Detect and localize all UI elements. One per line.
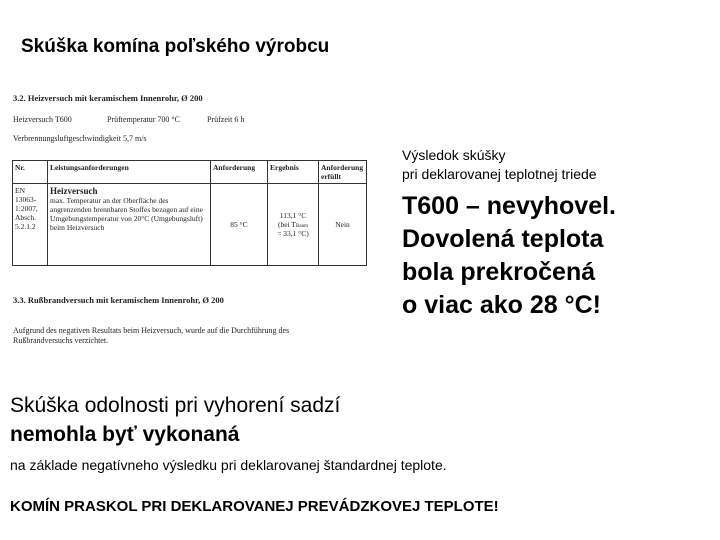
result-line-2: Dovolená teplota bbox=[402, 225, 604, 253]
result-room-subscript: Raum bbox=[296, 224, 308, 229]
header-requirements: Leistungsanforderungen bbox=[48, 161, 211, 184]
result-line-3: bola prekročená bbox=[402, 258, 596, 286]
page-title: Skúška komína poľského výrobcu bbox=[21, 36, 330, 57]
table-header-row bbox=[13, 161, 367, 184]
cell-description bbox=[48, 184, 211, 266]
result-intro-1: Výsledok skúšky bbox=[402, 147, 506, 163]
header-fulfilled: Anforderung erfüllt bbox=[319, 161, 367, 184]
row-title: Heizversuch bbox=[50, 186, 98, 196]
test-temperature: Prüftemperatur 700 °C bbox=[107, 115, 180, 124]
section-3-3-text-1: Aufgrund des negativen Resultats beim Heizversuch, wurde auf die Durchführung des bbox=[13, 326, 290, 335]
header-nr: Nr. bbox=[13, 161, 48, 184]
result-room-value: = 33,1 °C) bbox=[277, 229, 309, 238]
requirements-table bbox=[12, 160, 367, 266]
soot-test-not-performed: nemohla byť vykonaná bbox=[10, 423, 240, 446]
result-value: 113,1 °C bbox=[279, 211, 307, 220]
result-intro bbox=[402, 146, 597, 184]
cell-norm: EN 13063-1:2007, Absch. 5.2.1.2 bbox=[13, 184, 48, 266]
cell-result bbox=[268, 184, 319, 266]
scanned-test-report bbox=[10, 90, 372, 352]
airflow-speed: Verbrennungsluftgeschwindigkeit 5,7 m/s bbox=[13, 134, 147, 143]
test-time: Prüfzeit 6 h bbox=[207, 115, 245, 124]
result-line-4: o viac ako 28 °C! bbox=[402, 291, 601, 319]
result-line-1: T600 – nevyhovel. bbox=[402, 192, 617, 220]
soot-test-reason: na základe negatívneho výsledku pri deklarovanej štandardnej teplote. bbox=[10, 457, 447, 473]
header-requirement: Anforderung bbox=[211, 161, 268, 184]
result-room-prefix: (bei T bbox=[278, 220, 297, 229]
test-name: Heizversuch T600 bbox=[13, 115, 72, 124]
cell-requirement: 85 °C bbox=[211, 184, 268, 266]
result-statement bbox=[402, 190, 616, 322]
section-3-3-text-2: Rußbrandversuchs verzichtet. bbox=[13, 336, 109, 345]
section-3-3-heading: 3.3. Rußbrandversuch mit keramischem Innenrohr, Ø 200 bbox=[13, 295, 224, 305]
result-intro-2: pri deklarovanej teplotnej triede bbox=[402, 166, 597, 182]
table-row bbox=[13, 184, 367, 266]
section-3-2-heading: 3.2. Heizversuch mit keramischem Innenrohr, Ø 200 bbox=[13, 93, 203, 103]
row-description: max. Temperatur an der Oberfläche des angrenzenden brennbaren Stoffes bezogen auf eine Umgebungstemperatur von 20°C (Umgebungsluft) beim Heizversuch bbox=[50, 196, 203, 232]
chimney-cracked-warning: KOMÍN PRASKOL PRI DEKLAROVANEJ PREVÁDZKOVEJ TEPLOTE! bbox=[10, 498, 499, 515]
header-result: Ergebnis bbox=[268, 161, 319, 184]
soot-test-line: Skúška odolnosti pri vyhorení sadzí bbox=[10, 394, 341, 417]
result-room-temp bbox=[270, 220, 316, 229]
cell-fulfilled: Nein bbox=[319, 184, 367, 266]
